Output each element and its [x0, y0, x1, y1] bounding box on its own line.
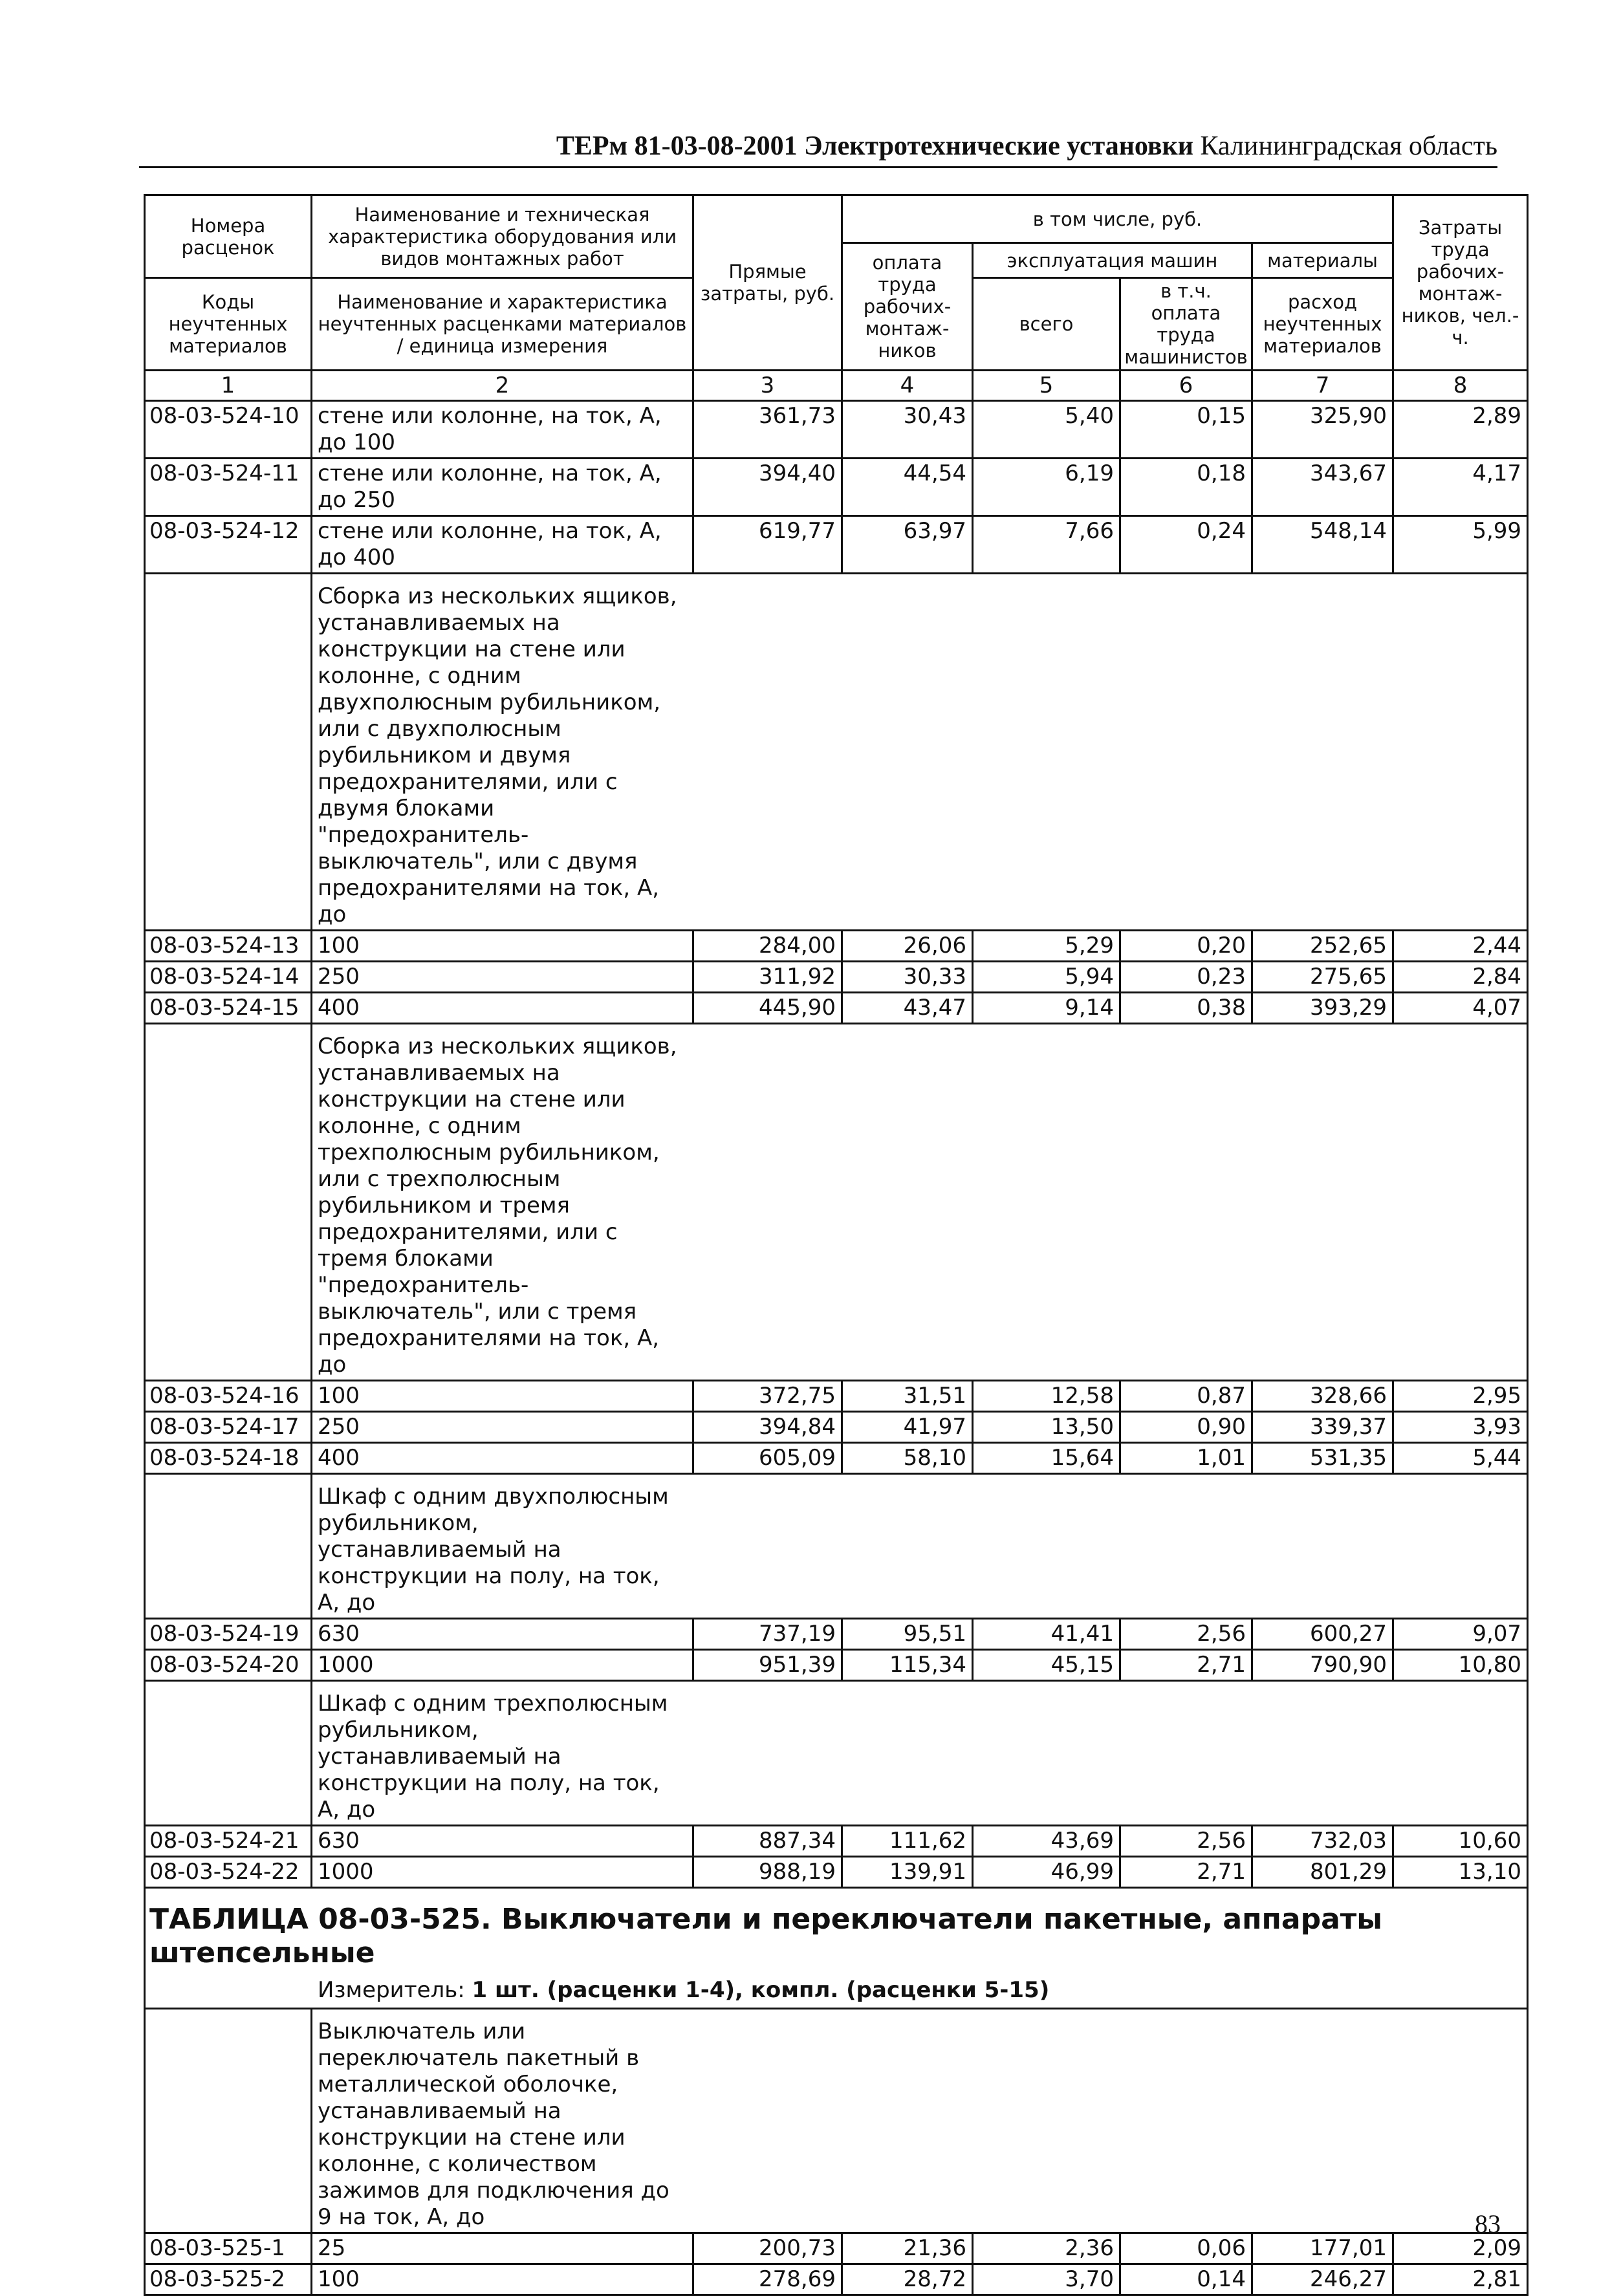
- materials-cost: 600,27: [1252, 1619, 1393, 1650]
- machines-total: 46,99: [973, 1857, 1120, 1888]
- section-header-row: [145, 1024, 1528, 1381]
- direct-cost: 361,73: [693, 401, 842, 459]
- rate-code: 08-03-524-16: [145, 1381, 312, 1412]
- machines-pay: 0,38: [1120, 993, 1252, 1024]
- doc-code: ТЕРм 81-03-08-2001: [556, 131, 798, 161]
- col-num: 5: [973, 371, 1120, 401]
- rates-body: [145, 401, 1528, 2295]
- labor-pay: 115,34: [842, 1650, 973, 1681]
- machines-total: 5,29: [973, 931, 1120, 962]
- machines-pay: 2,71: [1120, 1857, 1252, 1888]
- measure-line: [146, 1977, 1527, 2008]
- machines-total: 5,40: [973, 401, 1120, 459]
- direct-cost: 311,92: [693, 962, 842, 993]
- rate-code: 08-03-524-13: [145, 931, 312, 962]
- direct-cost: 445,90: [693, 993, 842, 1024]
- materials-cost: 393,29: [1252, 993, 1393, 1024]
- col-name-bottom: Наименование и характеристика неучтенных расценками материалов / единица измерения: [312, 278, 693, 371]
- direct-cost: 605,09: [693, 1443, 842, 1474]
- direct-cost: 372,75: [693, 1381, 842, 1412]
- machines-pay: 0,18: [1120, 459, 1252, 516]
- section-code-blank: [145, 574, 312, 931]
- labor-pay: 95,51: [842, 1619, 973, 1650]
- table-row: [145, 2233, 1528, 2264]
- labor-hours: 10,60: [1393, 1826, 1528, 1857]
- labor-hours: 5,44: [1393, 1443, 1528, 1474]
- table-row: [145, 1619, 1528, 1650]
- col-num: 3: [693, 371, 842, 401]
- materials-cost: 325,90: [1252, 401, 1393, 459]
- materials-cost: 177,01: [1252, 2233, 1393, 2264]
- table-title-row: [145, 1888, 1528, 2009]
- table-row: [145, 459, 1528, 516]
- machines-pay: 0,24: [1120, 516, 1252, 574]
- section-description: Шкаф с одним двухполюсным рубильником, устанавливаемый на конструкции на полу, на ток, А, до: [312, 1474, 693, 1619]
- table-title-cell: [145, 1888, 1528, 2009]
- section-description: Сборка из нескольких ящиков, устанавливаемых на конструкции на стене или колонне, с одним двухполюсным рубильником, или с двухполюсным рубильником и двумя предохранителями, или с двумя блоками "предохранитель-выключатель", или с двумя предохранителями на ток, А, до: [312, 574, 693, 931]
- labor-hours: 4,07: [1393, 993, 1528, 1024]
- rate-code: 08-03-524-22: [145, 1857, 312, 1888]
- section-values-blank: [693, 2009, 1528, 2233]
- rate-name: 100: [312, 931, 693, 962]
- col-machines: эксплуатация машин: [973, 243, 1252, 278]
- section-values-blank: [693, 1024, 1528, 1381]
- section-code-blank: [145, 1474, 312, 1619]
- labor-pay: 43,47: [842, 993, 973, 1024]
- labor-pay: 139,91: [842, 1857, 973, 1888]
- header-rule: [139, 166, 1497, 168]
- direct-cost: 394,84: [693, 1412, 842, 1443]
- machines-pay: 0,14: [1120, 2264, 1252, 2295]
- section-header-row: [145, 574, 1528, 931]
- table-row: [145, 962, 1528, 993]
- page-header: [139, 129, 1497, 163]
- labor-pay: 31,51: [842, 1381, 973, 1412]
- col-num: 7: [1252, 371, 1393, 401]
- table-title: ТАБЛИЦА 08-03-525. Выключатели и переключатели пакетные, аппараты штепсельные: [149, 1903, 1383, 1969]
- labor-hours: 10,80: [1393, 1650, 1528, 1681]
- col-materials-unaccounted: расход неучтенных материалов: [1252, 278, 1393, 371]
- direct-cost: 200,73: [693, 2233, 842, 2264]
- rate-code: 08-03-524-15: [145, 993, 312, 1024]
- section-values-blank: [693, 1474, 1528, 1619]
- machines-total: 3,70: [973, 2264, 1120, 2295]
- rate-code: 08-03-524-19: [145, 1619, 312, 1650]
- labor-pay: 26,06: [842, 931, 973, 962]
- table-row: [145, 401, 1528, 459]
- labor-pay: 58,10: [842, 1443, 973, 1474]
- rate-name: 250: [312, 962, 693, 993]
- labor-pay: 30,43: [842, 401, 973, 459]
- machines-total: 12,58: [973, 1381, 1120, 1412]
- labor-pay: 28,72: [842, 2264, 973, 2295]
- section-code-blank: [145, 1681, 312, 1826]
- machines-pay: 0,23: [1120, 962, 1252, 993]
- rate-code: 08-03-524-10: [145, 401, 312, 459]
- machines-pay: 2,71: [1120, 1650, 1252, 1681]
- machines-pay: 0,90: [1120, 1412, 1252, 1443]
- machines-pay: 0,20: [1120, 931, 1252, 962]
- table-row: [145, 1826, 1528, 1857]
- rate-code: 08-03-524-18: [145, 1443, 312, 1474]
- labor-pay: 111,62: [842, 1826, 973, 1857]
- doc-region: Калининградская область: [1200, 131, 1497, 161]
- table-row: [145, 1443, 1528, 1474]
- col-num: 1: [145, 371, 312, 401]
- rate-name: 100: [312, 2264, 693, 2295]
- rate-name: 400: [312, 1443, 693, 1474]
- rate-name: стене или колонне, на ток, А, до 250: [312, 459, 693, 516]
- section-header-row: [145, 2009, 1528, 2233]
- direct-cost: 887,34: [693, 1826, 842, 1857]
- table-row: [145, 993, 1528, 1024]
- rate-name: 400: [312, 993, 693, 1024]
- rate-name: 630: [312, 1826, 693, 1857]
- table-row: [145, 1381, 1528, 1412]
- column-numbers-row: [145, 371, 1528, 401]
- machines-pay: 1,01: [1120, 1443, 1252, 1474]
- materials-cost: 790,90: [1252, 1650, 1393, 1681]
- machines-total: 9,14: [973, 993, 1120, 1024]
- direct-cost: 737,19: [693, 1619, 842, 1650]
- col-num: 6: [1120, 371, 1252, 401]
- machines-pay: 0,06: [1120, 2233, 1252, 2264]
- col-name-top: Наименование и техническая характеристика оборудования или видов монтажных работ: [312, 195, 693, 278]
- machines-pay: 2,56: [1120, 1619, 1252, 1650]
- materials-cost: 531,35: [1252, 1443, 1393, 1474]
- rate-name: 1000: [312, 1650, 693, 1681]
- materials-cost: 328,66: [1252, 1381, 1393, 1412]
- labor-pay: 63,97: [842, 516, 973, 574]
- direct-cost: 278,69: [693, 2264, 842, 2295]
- materials-cost: 275,65: [1252, 962, 1393, 993]
- rate-code: 08-03-524-21: [145, 1826, 312, 1857]
- col-machines-pay: в т.ч. оплата труда машинистов: [1120, 278, 1252, 371]
- labor-hours: 9,07: [1393, 1619, 1528, 1650]
- materials-cost: 801,29: [1252, 1857, 1393, 1888]
- machines-total: 2,36: [973, 2233, 1120, 2264]
- page-number: 83: [1475, 2209, 1501, 2238]
- direct-cost: 951,39: [693, 1650, 842, 1681]
- measure-label: Измеритель:: [318, 1977, 465, 2003]
- rate-code: 08-03-525-2: [145, 2264, 312, 2295]
- col-material-codes: Коды неучтенных материалов: [145, 278, 312, 371]
- section-description: Выключатель или переключатель пакетный в металлической оболочке, устанавливаемый на конструкции на стене или колонне, с количеством зажимов для подключения до 9 на ток, А, до: [312, 2009, 693, 2233]
- col-materials: материалы: [1252, 243, 1393, 278]
- col-num: 2: [312, 371, 693, 401]
- rate-name: 630: [312, 1619, 693, 1650]
- labor-pay: 30,33: [842, 962, 973, 993]
- col-machines-total: всего: [973, 278, 1120, 371]
- table-row: [145, 1650, 1528, 1681]
- machines-total: 45,15: [973, 1650, 1120, 1681]
- rate-name: 25: [312, 2233, 693, 2264]
- rate-code: 08-03-524-20: [145, 1650, 312, 1681]
- labor-hours: 13,10: [1393, 1857, 1528, 1888]
- table-row: [145, 516, 1528, 574]
- section-code-blank: [145, 1024, 312, 1381]
- machines-pay: 2,56: [1120, 1826, 1252, 1857]
- rate-name: 250: [312, 1412, 693, 1443]
- machines-total: 15,64: [973, 1443, 1120, 1474]
- col-labor-pay: оплата труда рабочих-монтаж-ников: [842, 243, 973, 371]
- rates-table-wrap: [144, 194, 1527, 2296]
- rate-code: 08-03-524-14: [145, 962, 312, 993]
- rate-name: 1000: [312, 1857, 693, 1888]
- table-row: [145, 1412, 1528, 1443]
- labor-hours: 4,17: [1393, 459, 1528, 516]
- doc-title: Электротехнические установки: [804, 131, 1193, 161]
- measure-value: 1 шт. (расценки 1-4), компл. (расценки 5-15): [472, 1977, 1050, 2003]
- rate-code: 08-03-524-12: [145, 516, 312, 574]
- machines-total: 41,41: [973, 1619, 1120, 1650]
- labor-pay: 44,54: [842, 459, 973, 516]
- machines-pay: 0,87: [1120, 1381, 1252, 1412]
- labor-hours: 2,95: [1393, 1381, 1528, 1412]
- rates-table: [144, 194, 1529, 2296]
- col-labor-cost: Затраты труда рабочих-монтаж-ников, чел.-ч.: [1393, 195, 1528, 371]
- labor-hours: 2,44: [1393, 931, 1528, 962]
- machines-total: 43,69: [973, 1826, 1120, 1857]
- section-header-row: [145, 1474, 1528, 1619]
- labor-hours: 5,99: [1393, 516, 1528, 574]
- col-direct: Прямые затраты, руб.: [693, 195, 842, 371]
- machines-total: 13,50: [973, 1412, 1120, 1443]
- rate-name: стене или колонне, на ток, А, до 400: [312, 516, 693, 574]
- section-header-row: [145, 1681, 1528, 1826]
- direct-cost: 394,40: [693, 459, 842, 516]
- labor-hours: 2,89: [1393, 401, 1528, 459]
- col-including: в том числе, руб.: [842, 195, 1393, 243]
- machines-total: 6,19: [973, 459, 1120, 516]
- col-num: 4: [842, 371, 973, 401]
- rate-name: стене или колонне, на ток, А, до 100: [312, 401, 693, 459]
- machines-total: 5,94: [973, 962, 1120, 993]
- rate-code: 08-03-524-11: [145, 459, 312, 516]
- materials-cost: 246,27: [1252, 2264, 1393, 2295]
- materials-cost: 732,03: [1252, 1826, 1393, 1857]
- materials-cost: 339,37: [1252, 1412, 1393, 1443]
- rate-code: 08-03-524-17: [145, 1412, 312, 1443]
- col-num: 8: [1393, 371, 1528, 401]
- direct-cost: 284,00: [693, 931, 842, 962]
- table-row: [145, 931, 1528, 962]
- labor-hours: 2,84: [1393, 962, 1528, 993]
- direct-cost: 988,19: [693, 1857, 842, 1888]
- machines-pay: 0,15: [1120, 401, 1252, 459]
- rate-name: 100: [312, 1381, 693, 1412]
- materials-cost: 252,65: [1252, 931, 1393, 962]
- machines-total: 7,66: [973, 516, 1120, 574]
- section-code-blank: [145, 2009, 312, 2233]
- labor-hours: 2,81: [1393, 2264, 1528, 2295]
- labor-pay: 41,97: [842, 1412, 973, 1443]
- materials-cost: 343,67: [1252, 459, 1393, 516]
- rate-code: 08-03-525-1: [145, 2233, 312, 2264]
- direct-cost: 619,77: [693, 516, 842, 574]
- materials-cost: 548,14: [1252, 516, 1393, 574]
- section-values-blank: [693, 1681, 1528, 1826]
- labor-hours: 2,09: [1393, 2233, 1528, 2264]
- table-row: [145, 1857, 1528, 1888]
- col-rate-numbers: Номера расценок: [145, 195, 312, 278]
- section-values-blank: [693, 574, 1528, 931]
- section-description: Сборка из нескольких ящиков, устанавливаемых на конструкции на стене или колонне, с одним трехполюсным рубильником, или с трехполюсным рубильником и тремя предохранителями, или с тремя блоками "предохранитель-выключатель", или с тремя предохранителями на ток, А, до: [312, 1024, 693, 1381]
- labor-hours: 3,93: [1393, 1412, 1528, 1443]
- labor-pay: 21,36: [842, 2233, 973, 2264]
- section-description: Шкаф с одним трехполюсным рубильником, устанавливаемый на конструкции на полу, на ток, А, до: [312, 1681, 693, 1826]
